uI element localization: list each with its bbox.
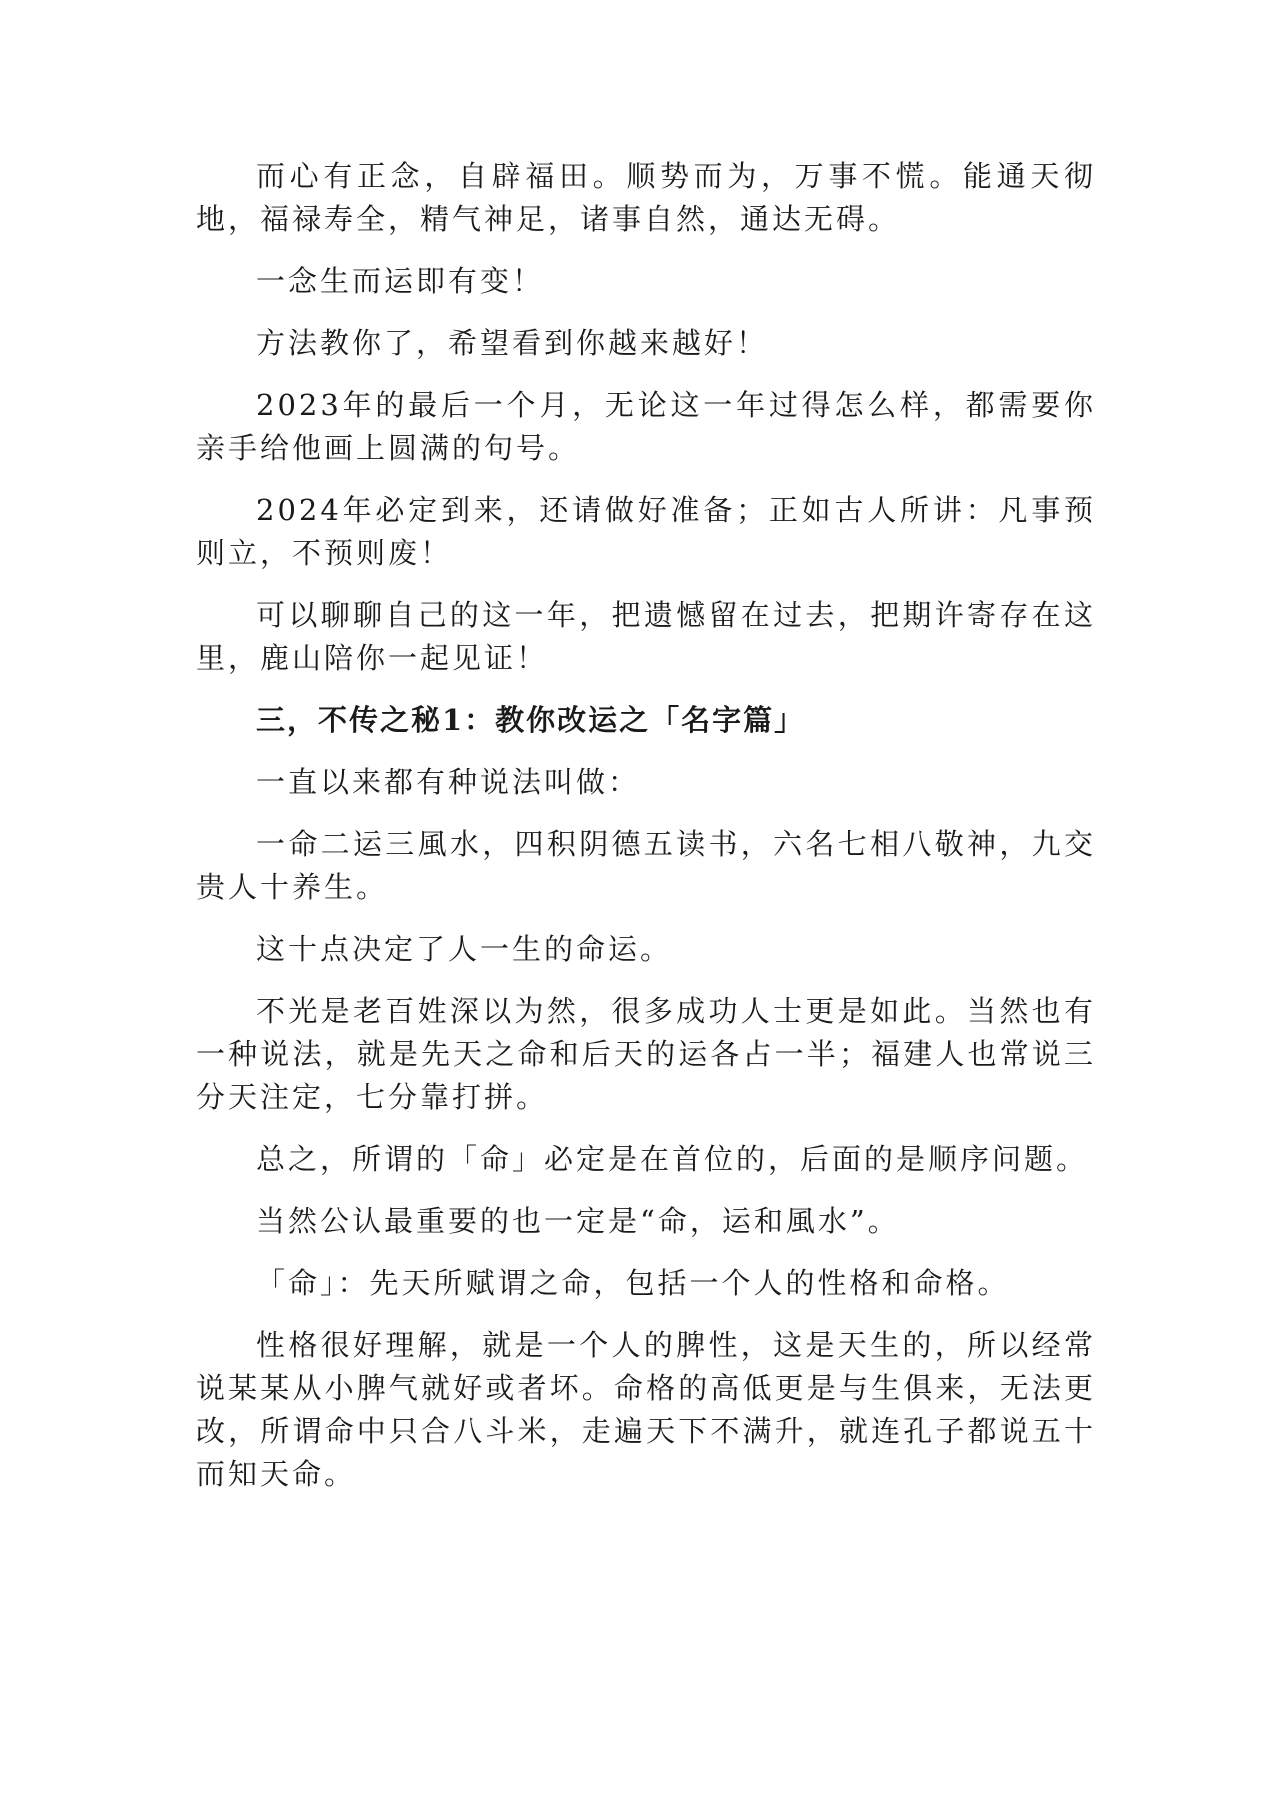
paragraph: 这十点决定了人一生的命运。 <box>256 932 673 966</box>
paragraph: 「命」：先天所赋谓之命，包括一个人的性格和命格。 <box>256 1266 1010 1300</box>
paragraph: 总之，所谓的「命」必定是在首位的，后面的是顺序问题。 <box>256 1142 1089 1176</box>
document-body <box>196 155 1096 1496</box>
paragraph: 性格很好理解，就是一个人的脾性，这是天生的，所以经常说某某从小脾气就好或者坏。命格的高低更是与生俱来，无法更改，所谓命中只合八斗米，走遍天下不满升，就连孔子都说五十而知天命。 <box>196 1328 1096 1491</box>
paragraph: 而心有正念，自辟福田。顺势而为，万事不慌。能通天彻地，福禄寿全，精气神足，诸事自然，通达无碍。 <box>196 159 1096 236</box>
paragraph: 2023年的最后一个月，无论这一年过得怎么样，都需要你亲手给他画上圆满的句号。 <box>196 388 1096 465</box>
paragraph: 一念生而运即有变！ <box>256 264 545 298</box>
paragraph: 方法教你了，希望看到你越来越好！ <box>256 326 769 360</box>
paragraph: 当然公认最重要的也一定是“命，运和風水”。 <box>256 1204 900 1238</box>
paragraph: 可以聊聊自己的这一年，把遗憾留在过去，把期许寄存在这里，鹿山陪你一起见证！ <box>196 598 1096 675</box>
paragraph: 一命二运三風水，四积阴德五读书，六名七相八敬神，九交贵人十养生。 <box>196 827 1096 904</box>
section-heading: 三，不传之秘1：教你改运之「名字篇」 <box>256 703 806 737</box>
paragraph: 2024年必定到来，还请做好准备；正如古人所讲：凡事预则立，不预则废！ <box>196 493 1096 570</box>
paragraph: 一直以来都有种说法叫做： <box>256 765 641 799</box>
paragraph: 不光是老百姓深以为然，很多成功人士更是如此。当然也有一种说法，就是先天之命和后天的运各占一半；福建人也常说三分天注定，七分靠打拼。 <box>196 994 1096 1114</box>
